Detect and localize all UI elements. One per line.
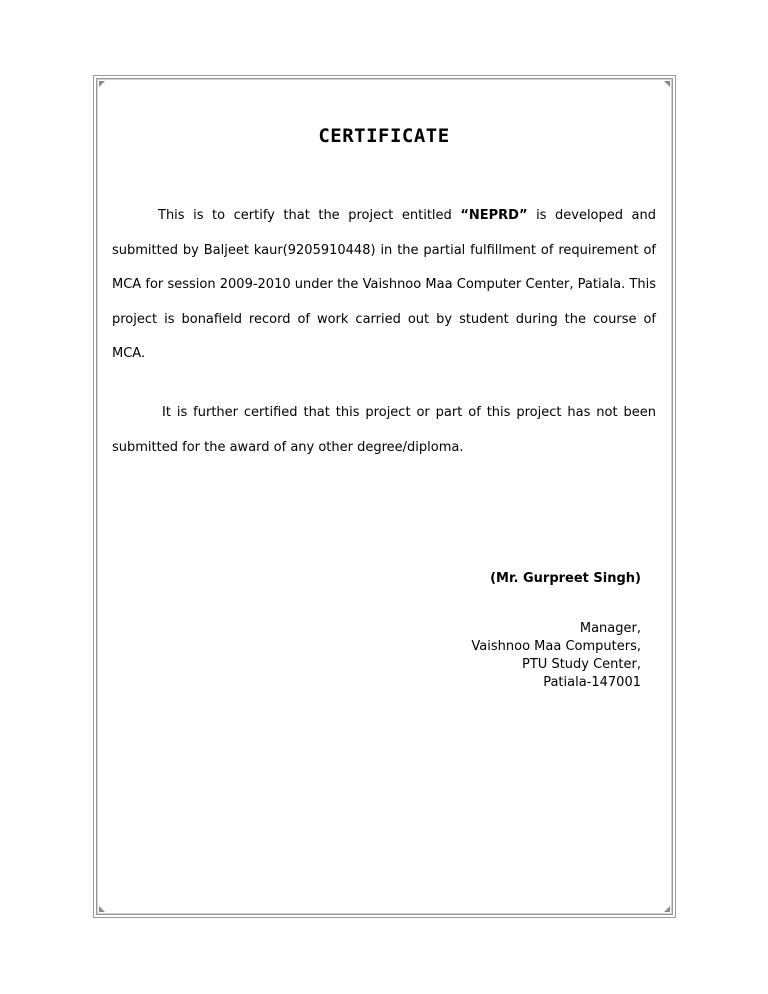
project-name: “NEPRD” (460, 208, 528, 223)
signatory-address (471, 620, 641, 692)
paragraph-text-after: is developed and submitted by Baljeet kaur(9205910448) in the partial fulfillment of requirement of MCA for session 2009-2010 under the Vaishnoo Maa Computer Center, Patiala. This project is bonafield record of work carried out by student during the course of MCA. (112, 208, 657, 361)
corner-ornament-bottom-right (664, 906, 670, 912)
corner-ornament-bottom-left (99, 906, 105, 912)
corner-ornament-top-left (99, 81, 105, 87)
further-certification-text: It is further certified that this project or part of this project has not been submitted for the award of any other degree/diploma. (112, 405, 656, 455)
address-line: Vaishnoo Maa Computers, (471, 639, 641, 654)
paragraph-text-before: This is to certify that the project entitled (158, 208, 461, 223)
address-line: PTU Study Center, (522, 657, 641, 672)
address-line: Manager, (579, 621, 641, 636)
corner-ornament-top-right (664, 81, 670, 87)
address-line: Patiala-147001 (543, 675, 641, 690)
further-certification-paragraph (112, 396, 656, 465)
signatory-name: (Mr. Gurpreet Singh) (490, 571, 641, 586)
certificate-title: CERTIFICATE (318, 125, 450, 147)
certification-paragraph (112, 199, 656, 372)
